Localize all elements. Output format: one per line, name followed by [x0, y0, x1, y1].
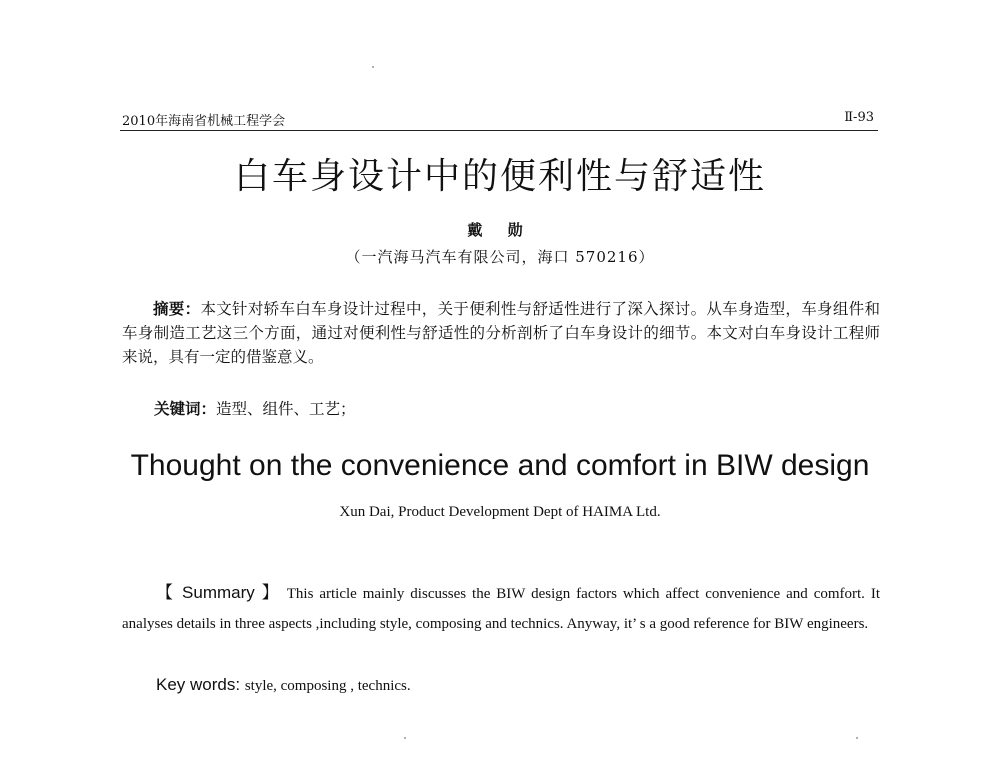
keywords-english	[156, 672, 876, 699]
page-number: Ⅱ-93	[844, 110, 874, 125]
keywords-text: 造型、组件、工艺；	[216, 400, 356, 418]
journal-name: 2010年海南省机械工程学会	[122, 114, 286, 129]
keywords-en-label: Key words:	[156, 675, 245, 694]
author-english: Xun Dai, Product Development Dept of HAIMA Ltd.	[339, 504, 661, 520]
keywords-label: 关键词：	[154, 399, 217, 418]
scan-speck	[372, 66, 374, 68]
summary-label: 【 Summary 】	[156, 583, 281, 602]
keywords-chinese	[154, 397, 874, 421]
running-header	[120, 108, 878, 131]
author-chinese: 戴 勋	[467, 221, 533, 239]
abstract-chinese	[122, 297, 880, 369]
title-english: Thought on the convenience and comfort in BIW design	[130, 449, 870, 482]
abstract-text: 本文针对轿车白车身设计过程中，关于便利性与舒适性进行了深入探讨。从车身造型，车身组件和车身制造工艺这三个方面，通过对便利性与舒适性的分析剖析了白车身设计的细节。本文对白车身设计工程师来说，具有一定的借鉴意义。	[122, 300, 880, 366]
title-chinese: 白车身设计中的便利性与舒适性	[233, 156, 766, 197]
scan-speck	[404, 737, 406, 739]
scan-speck	[856, 737, 858, 739]
summary-english	[122, 578, 880, 639]
abstract-label: 摘要：	[153, 299, 201, 318]
keywords-en-text: style, composing , technics.	[244, 678, 411, 694]
summary-text: This article mainly discusses the BIW design factors which affect convenience and comfort. It analyses details in three aspects ,including style, composing and technics. Anyway, it’ s a good reference for BIW engineers.	[122, 586, 881, 632]
affiliation-chinese: （一汽海马汽车有限公司，海口 570216）	[345, 248, 655, 266]
